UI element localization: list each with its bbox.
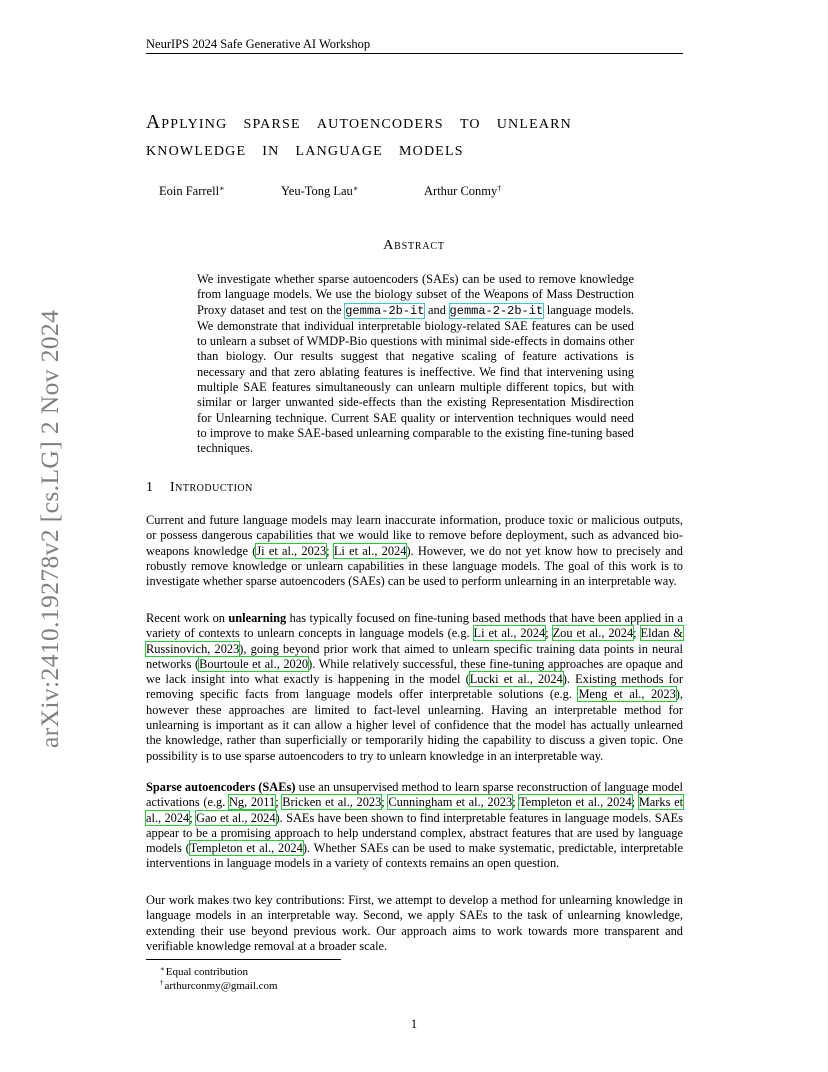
model-link-gemma-2-2b-it[interactable]: gemma-2-2b-it [449,303,544,318]
running-header: NeurIPS 2024 Safe Generative AI Workshop [146,37,683,54]
citation-link[interactable]: Eldan & Russinovich, 2023 [146,626,683,656]
intro-paragraph-2: Recent work on unlearning has typically focused on fine-tuning based methods that have been applied in a variety of contexts to unlearn concepts in language models (e.g. Li et al., 2024; Zou et al., 2024; Eldan & Russinovich, 2023), going beyond prior work that aimed to unlearn specific training data points in neural networks (Bourtoule et al., 2020). While relatively successful, these fine-tuning approaches are opaque and we lack insight into what exactly is happening in the model (Lucki et al., 2024). Existing methods for removing specific facts from language models offer interpretable solutions (e.g. Meng et al., 2023), however these approaches are limited to fact-level unlearning. Having an interpretable method for unlearning is important as it can allow a higher level of confidence that the model has actually unlearned the knowledge, rather than superficially or temporarily hiding the capability to discuss a given topic. One possibility is to use sparse autoencoders to try to unlearn knowledge in an interpretable way. [146,611,684,763]
citation-link[interactable]: Templeton et al., 2024 [519,795,632,810]
citation-link[interactable]: Cunningham et al., 2023 [388,795,513,810]
citation-link[interactable]: Bourtoule et al., 2020 [199,656,309,671]
citation-link[interactable]: Bricken et al., 2023 [282,795,382,810]
footnote-rule [146,959,341,960]
citation-link[interactable]: Lucki et al., 2024 [469,672,563,687]
citation-link[interactable]: Marks et al., 2024 [146,795,684,825]
abstract-heading: Abstract [383,238,445,253]
page-number: 1 [410,1017,418,1031]
author-1: Eoin Farrell∗ [159,184,225,198]
citation-link[interactable]: Zou et al., 2024 [552,626,634,641]
title-line-1: Applying sparse autoencoders to unlearn [146,112,572,133]
citation-link[interactable]: Li et al., 2024 [473,626,546,641]
intro-paragraph-4: Our work makes two key contributions: First, we attempt to develop a method for unlearning knowledge in language models in an interpretable way. Second, we apply SAEs to the task of unlearning knowledge, extending their use beyond previous work. Our approach aims to work towards more transparent and verifiable knowledge removal at a broader scale. [146,893,683,953]
citation-link[interactable]: Li et al., 2024 [333,543,407,558]
abstract-text: We investigate whether sparse autoencoders (SAEs) can be used to remove knowledge from language models. We use the biology subset of the Weapons of Mass Destruction Proxy dataset and test on the gemma-2b-it and gemma-2-2b-it language models. We demonstrate that individual interpretable biology-related SAE features can be used to unlearn a subset of WMDP-Bio questions with minimal side-effects in domains other than biology. Our results suggest that negative scaling of feature activations is necessary and that zero ablating features is ineffective. We find that intervening using multiple SAE features simultaneously can unlearn multiple different topics, but with similar or larger unwanted side-effects than the existing Representation Misdirection for Unlearning technique. Current SAE quality or intervention techniques would need to improve to make SAE-based unlearning comparable to the existing fine-tuning based techniques. [197,272,634,456]
footnote-2: †arthurconmy@gmail.com [160,979,278,992]
intro-paragraph-1: Current and future language models may learn inaccurate information, produce toxic or malicious outputs, or possess dangerous capabilities that we would like to remove before deployment, such as advanced bio-weapons knowledge (Ji et al., 2023; Li et al., 2024). However, we do not yet know how to precisely and robustly remove knowledge or unlearn capabilities in these language models. The goal of this work is to investigate whether sparse autoencoders (SAEs) can be used to perform unlearning in an interpretable way. [146,513,683,589]
author-2: Yeu-Tong Lau∗ [281,184,359,198]
citation-link[interactable]: Ng, 2011 [228,795,276,810]
citation-link[interactable]: Templeton et al., 2024 [189,841,303,856]
arxiv-stamp[interactable]: arXiv:2410.19278v2 [cs.LG] 2 Nov 2024 [35,309,64,748]
footnote-1: ∗Equal contribution [160,965,248,978]
citation-link[interactable]: Gao et al., 2024 [196,810,276,825]
citation-link[interactable]: Meng et al., 2023 [578,687,676,702]
author-3: Arthur Conmy† [424,184,502,198]
citation-link[interactable]: Ji et al., 2023 [256,543,327,558]
paper-title [146,109,686,163]
intro-paragraph-3: Sparse autoencoders (SAEs) use an unsupervised method to learn sparse reconstruction of language model activations (e.g. Ng, 2011; Bricken et al., 2023; Cunningham et al., 2023; Templeton et al., 2024; Marks et al., 2024; Gao et al., 2024). SAEs have been shown to find interpretable features in language models. SAEs appear to be a promising approach to help understand complex, abstract features that are used by language models (Templeton et al., 2024). Whether SAEs can be used to make systematic, predictable, interpretable interventions in language models in a variety of contexts remains an open question. [146,780,684,871]
model-link-gemma-2b-it[interactable]: gemma-2b-it [345,303,425,318]
title-line-2: knowledge in language models [146,139,464,160]
section-heading: 1 Introduction [146,480,253,495]
